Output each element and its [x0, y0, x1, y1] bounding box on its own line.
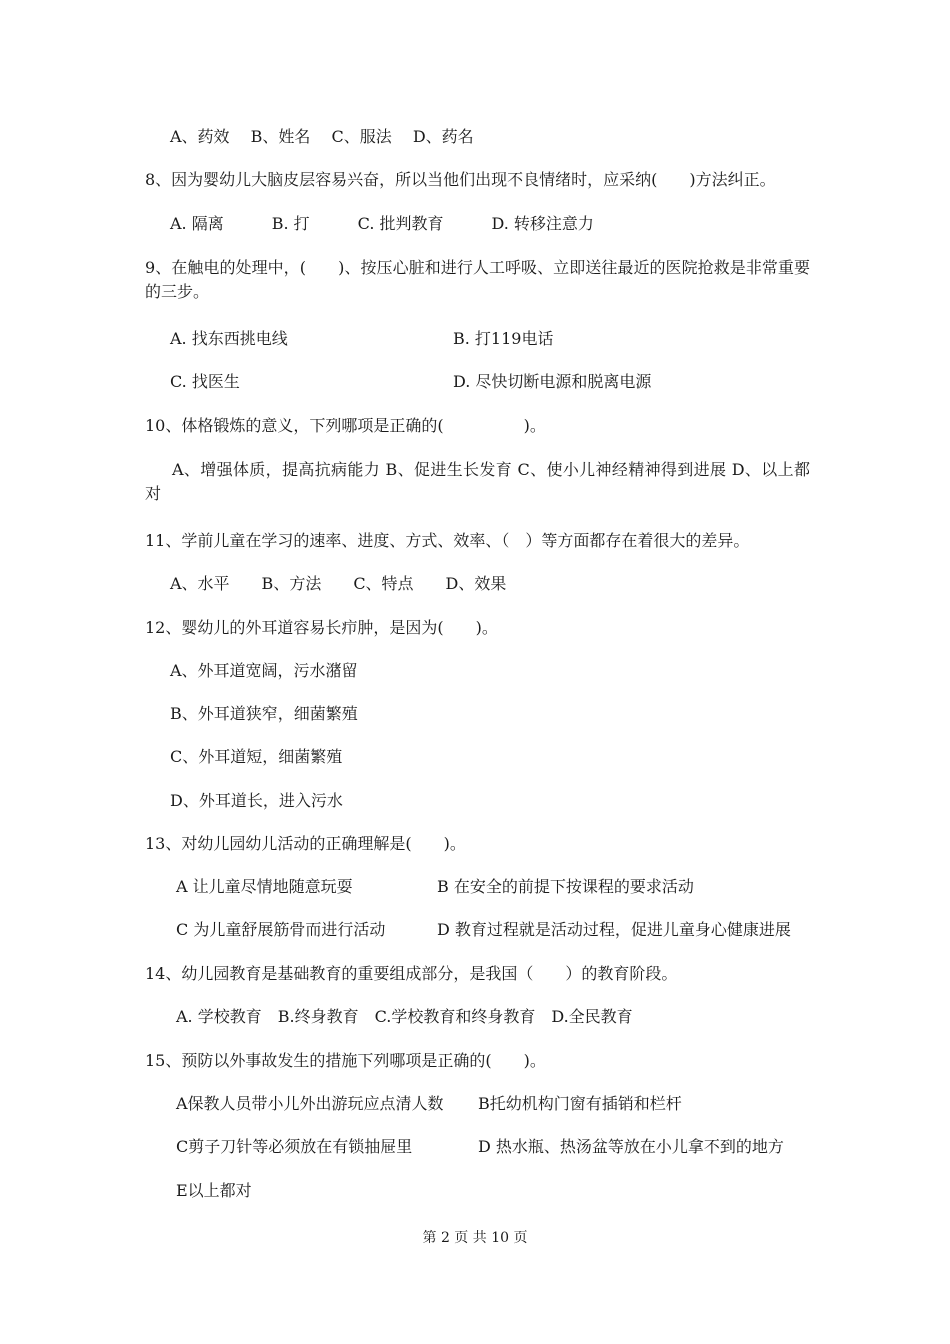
page-footer: 第 2 页 共 10 页 [422, 1230, 528, 1246]
q12-option-d: D、外耳道长，进入污水 [170, 791, 343, 810]
q15-question: 15、预防以外事故发生的措施下列哪项是正确的( )。 [145, 1051, 546, 1070]
q9-option-c: C. 找医生 [170, 372, 240, 391]
q15-option-d: D 热水瓶、热汤盆等放在小儿拿不到的地方 [478, 1137, 784, 1156]
q12-question: 12、婴幼儿的外耳道容易长疖肿，是因为( )。 [145, 618, 498, 637]
q10-question: 10、体格锻炼的意义，下列哪项是正确的( )。 [145, 416, 546, 435]
q13-option-a: A 让儿童尽情地随意玩耍 [176, 877, 353, 896]
q9-option-b: B. 打119电话 [453, 329, 554, 348]
q13-option-d: D 教育过程就是活动过程，促进儿童身心健康进展 [437, 920, 791, 939]
q15-option-c: C剪子刀针等必须放在有锁抽屉里 [176, 1137, 413, 1156]
q12-option-b: B、外耳道狭窄，细菌繁殖 [170, 704, 358, 723]
q13-option-c: C 为儿童舒展筋骨而进行活动 [176, 920, 386, 939]
q15-option-e: E以上都对 [176, 1181, 252, 1200]
q12-option-c: C、外耳道短，细菌繁殖 [170, 747, 343, 766]
q15-option-a: A保教人员带小儿外出游玩应点清人数 [176, 1094, 444, 1113]
q13-question: 13、对幼儿园幼儿活动的正确理解是( )。 [145, 834, 466, 853]
q8-options: A. 隔离 B. 打 C. 批判教育 D. 转移注意力 [170, 214, 594, 233]
q13-option-b: B 在安全的前提下按课程的要求活动 [437, 877, 694, 896]
q14-question: 14、幼儿园教育是基础教育的重要组成部分，是我国（ ）的教育阶段。 [145, 964, 678, 983]
q14-options: A. 学校教育 B.终身教育 C.学校教育和终身教育 D.全民教育 [176, 1007, 633, 1026]
q9-question: 9、在触电的处理中，( )、按压心脏和进行人工呼吸、立即送往最近的医院抢救是非常重要的三步。 [145, 258, 810, 301]
q9-option-d: D. 尽快切断电源和脱离电源 [453, 372, 652, 391]
q15-option-b: B托幼机构门窗有插销和栏杆 [478, 1094, 682, 1113]
q7-options: A、药效 B、姓名 C、服法 D、药名 [170, 127, 474, 146]
q10-options: A、增强体质，提高抗病能力 B、促进生长发育 C、使小儿神经精神得到进展 D、以上都对 [145, 460, 810, 503]
q12-option-a: A、外耳道宽阔，污水潴留 [170, 661, 358, 680]
q11-options: A、水平 B、方法 C、特点 D、效果 [170, 574, 507, 593]
q9-option-a: A. 找东西挑电线 [170, 329, 288, 348]
q8-question: 8、因为婴幼儿大脑皮层容易兴奋，所以当他们出现不良情绪时，应采纳( )方法纠正。 [145, 170, 776, 189]
q11-question: 11、学前儿童在学习的速率、进度、方式、效率、（ ）等方面都存在着很大的差异。 [145, 531, 750, 550]
